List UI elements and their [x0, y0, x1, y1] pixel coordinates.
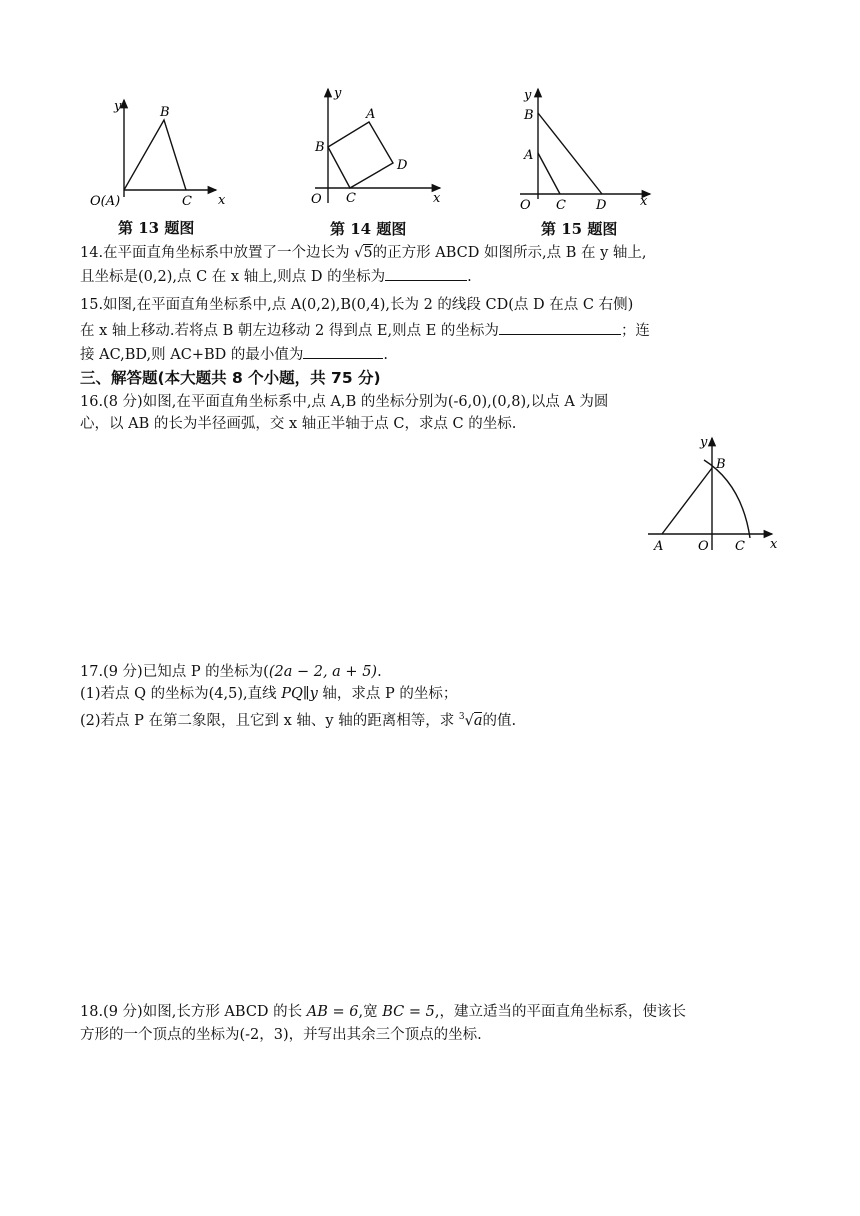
- q17-math-pq: PQ∥y: [281, 686, 318, 702]
- answer-blank-d[interactable]: [385, 264, 467, 281]
- q18-math-bc: BC = 5: [382, 1004, 435, 1020]
- q17-text-b: .: [377, 664, 382, 680]
- root-symbol: √: [464, 712, 474, 729]
- q16-line2: [80, 413, 516, 435]
- segment-ab: [662, 468, 712, 534]
- label-x: x: [770, 537, 778, 552]
- label-a: A: [366, 107, 376, 122]
- label-y: y: [700, 435, 708, 450]
- caption-13: 第 13 题图: [118, 219, 195, 237]
- arc-bc: [704, 460, 750, 538]
- label-c: C: [735, 539, 745, 554]
- label-d: D: [596, 198, 607, 213]
- q14-text-c: 且坐标是(0,2),点 C 在 x 轴上,则点 D 的坐标为: [80, 269, 386, 285]
- label-c: C: [556, 198, 566, 213]
- label-x: x: [640, 194, 648, 209]
- q15-text-d: 接 AC,BD,则 AC+BD 的最小值为: [80, 347, 304, 363]
- q14-text-b: 的正方形 ABCD 如图所示,点 B 在 y 轴上,: [372, 245, 647, 261]
- q17-line2: [80, 683, 457, 705]
- q18-line2: [80, 1024, 482, 1046]
- q15-text-a: 15.如图,在平面直角坐标系中,点 A(0,2),B(0,4),长为 2 的线段 CD(点 D 在点 C 右侧): [80, 297, 634, 313]
- q14-end: .: [467, 269, 472, 285]
- answer-blank-min[interactable]: [303, 342, 383, 359]
- answer-blank-e[interactable]: [499, 318, 621, 335]
- q14-line1: [80, 242, 647, 264]
- q17-text-c: (1)若点 Q 的坐标为(4,5),直线: [80, 686, 282, 702]
- q18-text-c: 方形的一个顶点的坐标为(-2，3)，并写出其余三个顶点的坐标.: [80, 1027, 482, 1043]
- q15-line2: [80, 318, 650, 342]
- square-abcd: [328, 122, 393, 188]
- segment-ac: [538, 153, 560, 194]
- q14-text-a: 14.在平面直角坐标系中放置了一个边长为: [80, 245, 355, 261]
- sqrt-symbol: √: [354, 245, 364, 261]
- label-c: C: [346, 191, 356, 206]
- q17-text-a: 17.(9 分)已知点 P 的坐标为(: [80, 664, 269, 680]
- section-heading: 三、解答题(本大题共 8 个小题，共 75 分): [80, 369, 381, 387]
- label-y: y: [334, 86, 342, 101]
- figure-13: [88, 92, 238, 217]
- caption-15: 第 15 题图: [541, 220, 618, 238]
- label-b: B: [160, 105, 170, 120]
- q15-end: .: [383, 347, 388, 363]
- label-y: y: [114, 99, 122, 114]
- label-b: B: [315, 140, 325, 155]
- q15-line1: [80, 294, 633, 316]
- label-o: O: [311, 192, 322, 207]
- q16-line1: [80, 391, 608, 413]
- label-o: O: [520, 198, 531, 213]
- label-b: B: [716, 457, 726, 472]
- q18-text-b: ,，建立适当的平面直角坐标系，使该长: [434, 1004, 686, 1020]
- caption-14: 第 14 题图: [330, 220, 407, 238]
- figure-16: [642, 432, 790, 556]
- q17-line3: [80, 706, 516, 732]
- label-a: A: [524, 148, 534, 163]
- q17-text-e: (2)若点 P 在第二象限，且它到 x 轴、y 轴的距离相等，求: [80, 712, 459, 729]
- q16-text-b: 心，以 AB 的长为半径画弧，交 x 轴正半轴于点 C，求点 C 的坐标.: [80, 416, 517, 432]
- label-x: x: [218, 193, 226, 208]
- segment-bd: [538, 113, 602, 194]
- q17-line1: [80, 661, 382, 683]
- q15-text-b: 在 x 轴上移动.若将点 B 朝左边移动 2 得到点 E,则点 E 的坐标为: [80, 323, 499, 339]
- q16-text-a: 16.(8 分)如图,在平面直角坐标系中,点 A,B 的坐标分别为(-6,0),(0,8),以点 A 为圆: [80, 394, 609, 410]
- q18-text-a: 18.(9 分)如图,长方形 ABCD 的长: [80, 1004, 307, 1020]
- label-x: x: [433, 191, 441, 206]
- triangle-abc: [124, 120, 186, 190]
- root-index: 3: [458, 712, 465, 722]
- label-d: D: [397, 158, 408, 173]
- q18-math-ab: AB = 6: [306, 1004, 359, 1020]
- q14-line2: [80, 264, 472, 288]
- q15-line3: [80, 342, 388, 366]
- q15-text-c: ；连: [620, 323, 650, 339]
- label-y: y: [524, 88, 532, 103]
- label-o: O: [698, 539, 709, 554]
- figure-14: [305, 85, 455, 215]
- figure-15: [510, 85, 660, 215]
- q18-text-mid: ,宽: [358, 1004, 383, 1020]
- q17-text-f: 的值.: [482, 712, 517, 729]
- root-arg: a: [473, 712, 483, 729]
- label-c: C: [182, 194, 192, 209]
- q14-sqrt-arg: 5: [363, 245, 373, 261]
- label-o: O(A): [90, 194, 121, 209]
- q17-text-d: 轴，求点 P 的坐标；: [317, 686, 458, 702]
- q18-line1: [80, 1001, 686, 1023]
- q17-math-p: (2a − 2, a + 5): [268, 664, 378, 680]
- label-a: A: [654, 539, 664, 554]
- label-b: B: [524, 108, 534, 123]
